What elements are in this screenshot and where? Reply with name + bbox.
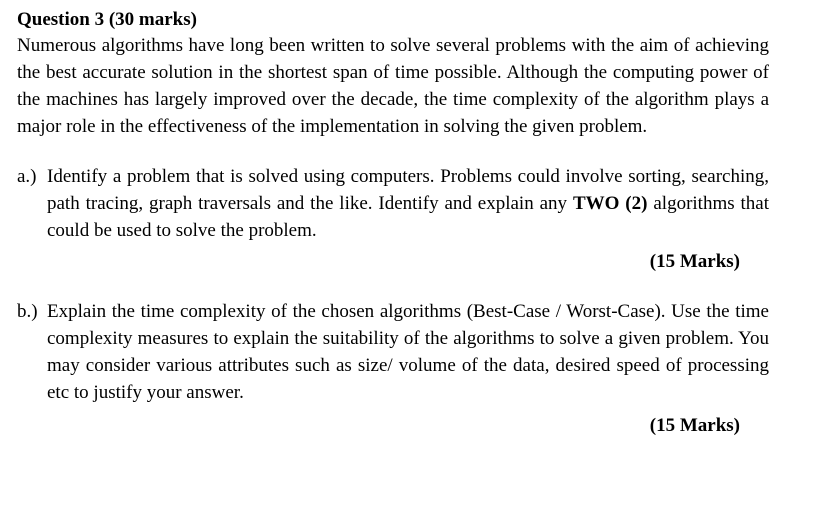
part-b-marker: b.)	[17, 301, 38, 322]
part-a	[17, 163, 769, 244]
part-a-text-after: algorithms that could be used to solve the problem.	[47, 193, 770, 241]
question-intro: Numerous algorithms have long been written to solve several problems with the aim of achieving the best accurate solution in the shortest span of time possible. Although the computing power of the machines has largely improved over the decade, the time complexity of the algorithm plays a major role in the effectiveness of the implementation in solving the given problem.	[17, 35, 769, 137]
question-title: Question 3 (30 marks)	[17, 9, 197, 30]
part-b-marks: (15 Marks)	[649, 415, 740, 436]
part-a-marker: a.)	[17, 166, 37, 187]
part-b-text: Explain the time complexity of the chosen algorithms (Best-Case / Worst-Case). Use the time complexity measures to explain the suitability of the algorithms to solve a given problem. You may consider various attributes such as size/ volume of the data, desired speed of processing etc to justify your answer.	[47, 301, 769, 403]
part-a-marks: (15 Marks)	[649, 251, 740, 272]
part-b	[17, 298, 769, 406]
part-a-emphasis: TWO (2)	[572, 193, 648, 214]
part-a-text-before: Identify a problem that is solved using computers. Problems could involve sorting, searching, path tracing, graph traversals and the like. Identify and explain any	[47, 166, 769, 214]
question-document	[17, 8, 769, 438]
